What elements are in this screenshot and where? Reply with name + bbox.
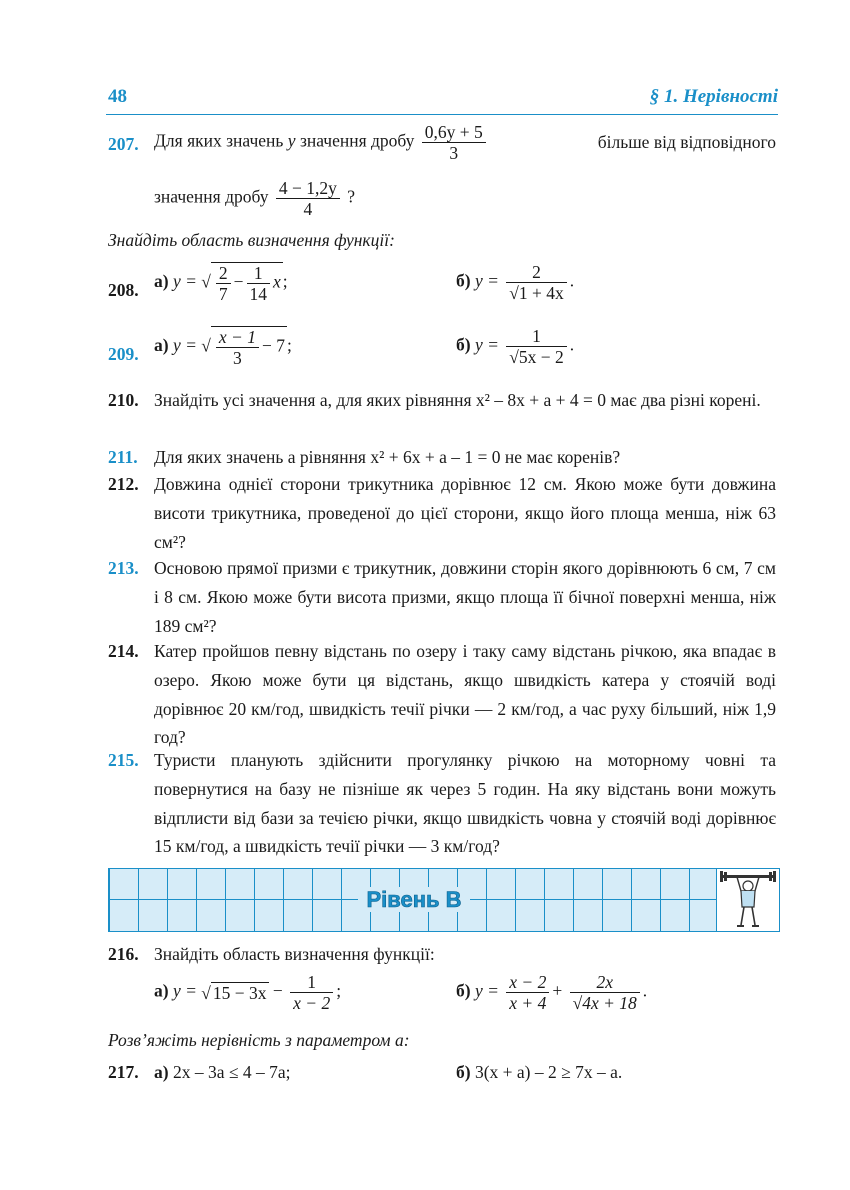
problem-207-line2 — [154, 178, 355, 219]
problem-number-212: 212. — [108, 474, 139, 494]
problem-208-b-den-wrap: √1 + 4x — [509, 283, 564, 303]
problem-216-b-frac2-den-wrap: √4x + 18 — [572, 993, 637, 1013]
problem-209-a-label: а) — [154, 335, 169, 356]
problem-216-b-frac1-num: x − 2 — [506, 972, 549, 993]
problem-207-text-b: значення дробу — [299, 130, 415, 151]
problem-216-a-label: а) — [154, 980, 169, 1001]
problem-number-210: 210. — [108, 390, 139, 410]
problem-208-a-sqrt: √ $\frac{2}{7}$ − $\frac{1}{14}$ x — [201, 263, 281, 304]
problem-number-209: 209. — [108, 344, 139, 364]
problem-208-a-frac1 — [216, 263, 231, 304]
problem-208-b-num: 2 — [506, 262, 566, 283]
problem-216-b-frac1 — [506, 972, 549, 1013]
section-title: § 1. Нерівності — [649, 86, 778, 107]
problem-217-b-label: б) — [456, 1062, 471, 1082]
problem-207-text-e: ? — [347, 186, 355, 207]
problem-212-text: Довжина однієї сторони трикутника дорівнює 12 см. Якою може бути довжина висоти трикутника, проведеної до цієї сторони, якщо його площа менша, ніж 63 см²? — [154, 474, 776, 552]
problem-208-a-frac1-num: 2 — [216, 263, 231, 284]
problem-216-b-frac2 — [570, 972, 640, 1013]
problem-number-215: 215. — [108, 750, 139, 770]
problem-208-b-frac — [506, 262, 566, 303]
problem-209-a-tail: − 7 — [261, 335, 285, 356]
problem-number-213: 213. — [108, 558, 139, 578]
problem-209-a-frac — [216, 327, 259, 368]
problem-216-a-frac-den: x − 2 — [293, 993, 331, 1013]
problem-208-part-b — [456, 262, 574, 303]
problem-number-217: 217. — [108, 1062, 139, 1082]
problem-215-text: Туристи планують здійснити прогулянку річкою на моторному човні та повернутися на базу не пізніше як через 5 годин. На яку відстань вони можуть відплисти від бази за течією річки, якщо швидкість човна у стоячій воді дорівнює 15 км/год, а швидкість течії річки — 3 км/год? — [154, 750, 776, 857]
problem-208-b-end: . — [569, 270, 575, 291]
problem-217-a-label: а) — [154, 1062, 169, 1082]
problem-209-a-end: ; — [286, 335, 292, 356]
page-number: 48 — [108, 86, 127, 107]
problem-209-b-frac — [506, 326, 566, 367]
problem-number-216: 216. — [108, 944, 139, 964]
problem-214-text: Катер пройшов певну відстань по озеру і таку саму відстань річкою, яка впадає в озеро. Якою може бути ця відстань, якщо швидкість катера у стоячій воді дорівнює 20 км/год, швидкість течії річки — 2 км/год, а час руху більший, ніж 1,9 год? — [154, 641, 776, 748]
problem-216-b-label: б) — [456, 980, 471, 1001]
problem-208-a-label: а) — [154, 271, 169, 292]
problem-216-a-sqrt: √ 15 − 3x — [201, 982, 267, 1003]
problem-207-frac2-denominator: 4 — [303, 199, 313, 219]
problem-209-b-label: б) — [456, 334, 471, 355]
problem-208-a-end: ; — [282, 271, 288, 292]
problem-216-b-frac2-num: 2x — [570, 972, 640, 993]
problem-216-text: Знайдіть область визначення функції: — [154, 944, 435, 964]
problem-216-b-end: . — [642, 980, 648, 1001]
level-title-wrap — [109, 869, 719, 931]
problem-208-a-frac1-den: 7 — [218, 284, 228, 304]
problem-208-a-frac2-num: 1 — [247, 263, 271, 284]
problem-217-part-a — [154, 1058, 290, 1087]
problem-number-211: 211. — [108, 447, 138, 467]
problem-209-b-num: 1 — [506, 326, 566, 347]
problem-207-text-a: Для яких значень — [154, 130, 284, 151]
problem-207-line1 — [154, 122, 776, 163]
problem-209-b-den: 5x − 2 — [518, 347, 564, 367]
problem-216-b-plus: + — [552, 980, 563, 1001]
problem-number-207: 207. — [108, 134, 139, 154]
problem-209-a-sqrt: √ $\frac{x - 1}{3}$ − 7 — [201, 327, 285, 368]
problem-216-a-frac — [290, 972, 333, 1013]
problem-209-b-lhs: y = — [474, 334, 499, 355]
problem-207-fraction-2 — [276, 178, 340, 219]
problem-207-text-c: більше від відповідного — [597, 132, 776, 152]
problem-number-214: 214. — [108, 641, 139, 661]
problem-210-text: Знайдіть усі значення a, для яких рівняння x² – 8x + a + 4 = 0 має два різні корені. — [154, 390, 761, 410]
level-banner — [108, 868, 780, 932]
header-rule — [106, 114, 778, 115]
problem-216-b-frac2-den: 4x + 18 — [582, 993, 637, 1013]
problem-208-a-tail: x — [273, 271, 281, 292]
problem-208-b-den: 1 + 4x — [518, 283, 564, 303]
problem-216-a-end: ; — [336, 980, 342, 1001]
problem-208-part-a — [154, 262, 288, 304]
problem-209-part-a — [154, 326, 292, 368]
problem-216-part-a — [154, 972, 341, 1013]
problem-209-a-frac-den: 3 — [233, 348, 242, 368]
problem-207-frac1-denominator: 3 — [449, 143, 459, 163]
problem-208-a-frac2-den: 14 — [249, 284, 268, 304]
problem-216-a-root: 15 − 3x — [212, 982, 267, 1003]
problem-216-a-minus: − — [272, 980, 283, 1001]
problem-208-a-lhs: y = — [172, 271, 197, 292]
problem-209-b-end: . — [569, 334, 575, 355]
problem-208-a-minus: − — [233, 271, 244, 292]
problem-209-a-frac-num: x − 1 — [216, 327, 259, 348]
heading-domain: Знайдіть область визначення функції: — [108, 230, 395, 250]
problem-207-fraction-1 — [422, 122, 486, 163]
problem-216-a-frac-num: 1 — [290, 972, 333, 993]
problem-207-frac1-numerator: 0,6y + 5 — [422, 122, 486, 143]
problem-217-b-text: 3(x + a) – 2 ≥ 7x – a. — [474, 1062, 623, 1082]
problem-208-b-lhs: y = — [474, 270, 499, 291]
problem-209-a-lhs: y = — [172, 335, 197, 356]
problem-216-b-frac1-den: x + 4 — [509, 993, 547, 1013]
weightlifter-icon — [716, 869, 779, 931]
problem-213-text: Основою прямої призми є трикутник, довжини сторін якого дорівнюють 6 см, 7 см і 8 см. Якою може бути висота призми, якщо площа її бічної поверхні менша, ніж 189 см²? — [154, 558, 776, 636]
problem-209-b-den-wrap: √5x − 2 — [509, 347, 564, 367]
problem-217-a-text: 2x – 3a ≤ 4 – 7a; — [172, 1062, 291, 1082]
problem-217-part-b — [456, 1058, 622, 1087]
problem-208-a-frac2 — [247, 263, 271, 304]
problem-216-b-lhs: y = — [474, 980, 499, 1001]
problem-207-var-y: y — [287, 130, 296, 151]
problem-216-part-b — [456, 972, 647, 1013]
problem-207-text-d: значення дробу — [154, 186, 269, 207]
heading-parameter: Розв’яжіть нерівність з параметром a: — [108, 1030, 410, 1050]
problem-209-part-b — [456, 326, 574, 367]
problem-207-frac2-numerator: 4 − 1,2y — [276, 178, 340, 199]
problem-208-b-label: б) — [456, 270, 471, 291]
level-title: Рівень В — [358, 887, 469, 912]
problem-211-text: Для яких значень a рівняння x² + 6x + a – 1 = 0 не має коренів? — [154, 447, 621, 467]
problem-216-a-lhs: y = — [172, 980, 197, 1001]
problem-number-208: 208. — [108, 280, 139, 300]
